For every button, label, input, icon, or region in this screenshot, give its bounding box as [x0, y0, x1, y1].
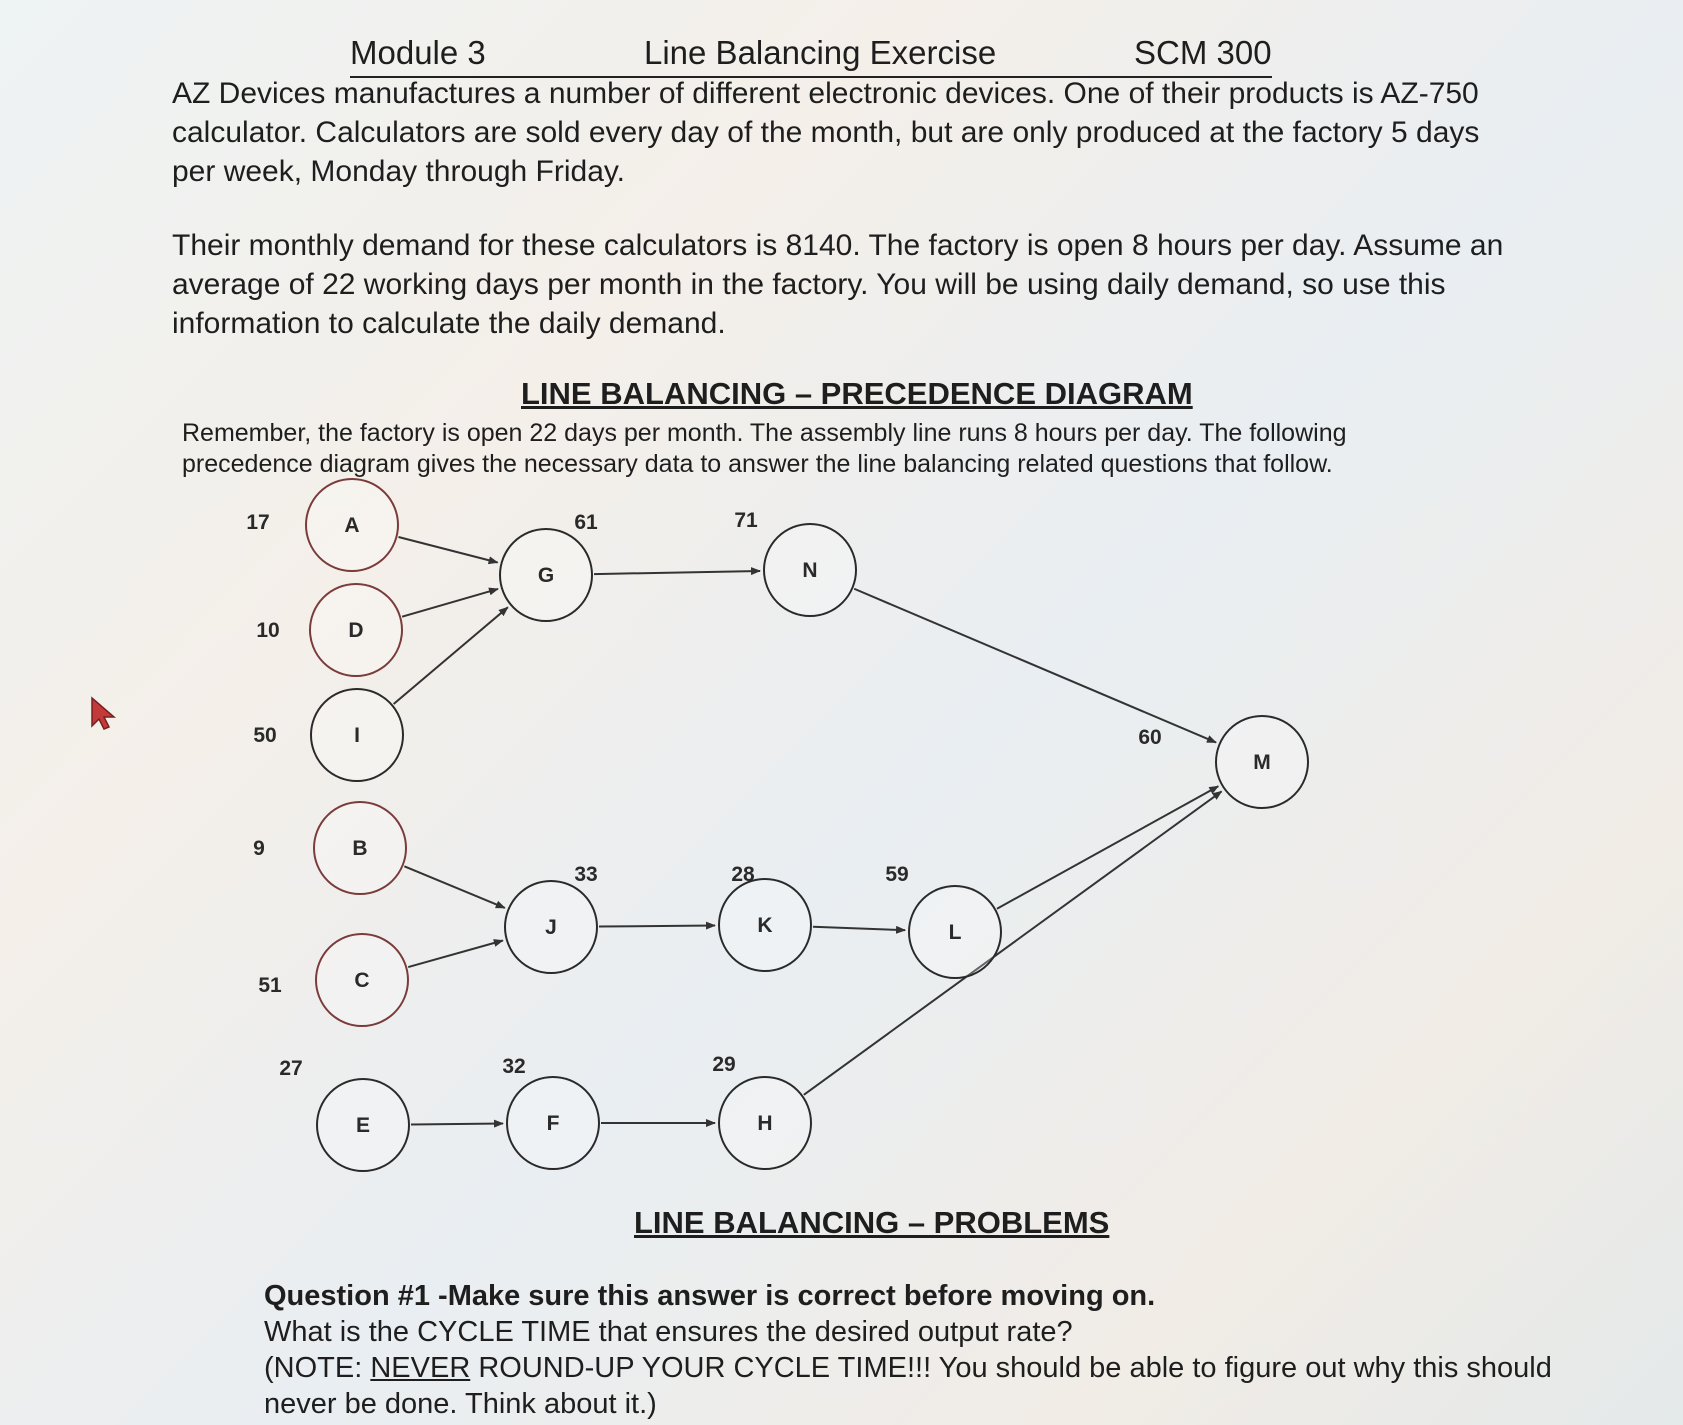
- node-k-label: K: [757, 914, 773, 937]
- precedence-diagram-title: LINE BALANCING – PRECEDENCE DIAGRAM: [521, 376, 1193, 411]
- diagram-note: Remember, the factory is open 22 days per month. The assembly line runs 8 hours per day. The following precedence diagram gives the necessary data to answer the line balancing related questions that follow.: [182, 419, 1347, 478]
- node-m-label: M: [1253, 751, 1271, 774]
- edge-k-to-l: [813, 927, 905, 930]
- note-rest: ROUND-UP YOUR CYCLE TIME!!! You should be able to figure out why this should never be done. Think about it.): [264, 1352, 1552, 1420]
- node-a-label: A: [344, 514, 360, 537]
- node-d-label: D: [348, 619, 364, 642]
- course-code: SCM 300: [1134, 34, 1272, 71]
- question-1-title: Question #1 -Make sure this answer is correct before moving on.: [264, 1280, 1156, 1312]
- node-c-label: C: [354, 969, 370, 992]
- edge-j-to-k: [599, 925, 715, 926]
- edge-d-to-g: [402, 589, 498, 617]
- node-j-label: J: [545, 916, 557, 939]
- edge-layer: [394, 537, 1222, 1125]
- edge-e-to-f: [411, 1124, 503, 1125]
- node-n-label: N: [802, 559, 818, 582]
- task-time-d: 10: [256, 619, 280, 642]
- node-i-label: I: [354, 724, 360, 747]
- task-time-n: 71: [734, 509, 758, 532]
- edge-h-to-m: [804, 791, 1222, 1094]
- pointer-arrow-icon: [90, 696, 118, 730]
- node-g-label: G: [537, 564, 555, 587]
- task-time-m: 60: [1138, 726, 1162, 749]
- edge-l-to-m: [997, 786, 1218, 909]
- node-h-label: H: [757, 1112, 773, 1135]
- task-time-j: 33: [574, 863, 598, 886]
- task-time-l: 59: [885, 863, 909, 886]
- intro-paragraph-2: Their monthly demand for these calculators is 8140. The factory is open 8 hours per day. Assume an average of 22 working days per month in the factory. You will be using daily demand, so use this information to calculate the daily demand.: [172, 229, 1504, 340]
- question-1-note: [264, 1350, 1564, 1422]
- task-time-k: 28: [731, 863, 755, 886]
- note-never: NEVER: [370, 1352, 471, 1384]
- edge-a-to-g: [398, 537, 497, 563]
- node-b-label: B: [352, 837, 368, 860]
- edge-g-to-n: [594, 571, 760, 574]
- task-time-i: 50: [253, 724, 277, 747]
- node-f-label: F: [546, 1112, 560, 1135]
- note-prefix: (NOTE:: [264, 1352, 371, 1384]
- module-label: Module 3: [350, 34, 486, 71]
- edge-b-to-j: [404, 866, 504, 908]
- node-l-label: L: [948, 921, 962, 944]
- task-time-f: 32: [502, 1055, 526, 1078]
- exercise-title: Line Balancing Exercise: [644, 34, 997, 71]
- document-header: [350, 34, 1272, 78]
- precedence-diagram: [0, 470, 1400, 1190]
- node-e-label: E: [355, 1114, 371, 1137]
- edge-i-to-g: [394, 607, 508, 704]
- edge-c-to-j: [408, 941, 503, 968]
- task-time-h: 29: [712, 1053, 736, 1076]
- intro-paragraph-1: AZ Devices manufactures a number of different electronic devices. One of their products is AZ-750 calculator. Calculators are sold every day of the month, but are only produced at the factory 5 days per week, Monday through Friday.: [172, 77, 1480, 188]
- task-time-b: 9: [253, 837, 265, 860]
- task-time-e: 27: [279, 1057, 303, 1080]
- question-1-text: What is the CYCLE TIME that ensures the desired output rate?: [264, 1316, 1073, 1348]
- edge-n-to-m: [854, 589, 1216, 743]
- task-time-a: 17: [246, 511, 270, 534]
- question-1: [264, 1278, 1564, 1422]
- node-layer: [306, 479, 1308, 1171]
- task-time-g: 61: [574, 511, 598, 534]
- problems-title: LINE BALANCING – PROBLEMS: [634, 1205, 1110, 1240]
- task-time-c: 51: [258, 974, 282, 997]
